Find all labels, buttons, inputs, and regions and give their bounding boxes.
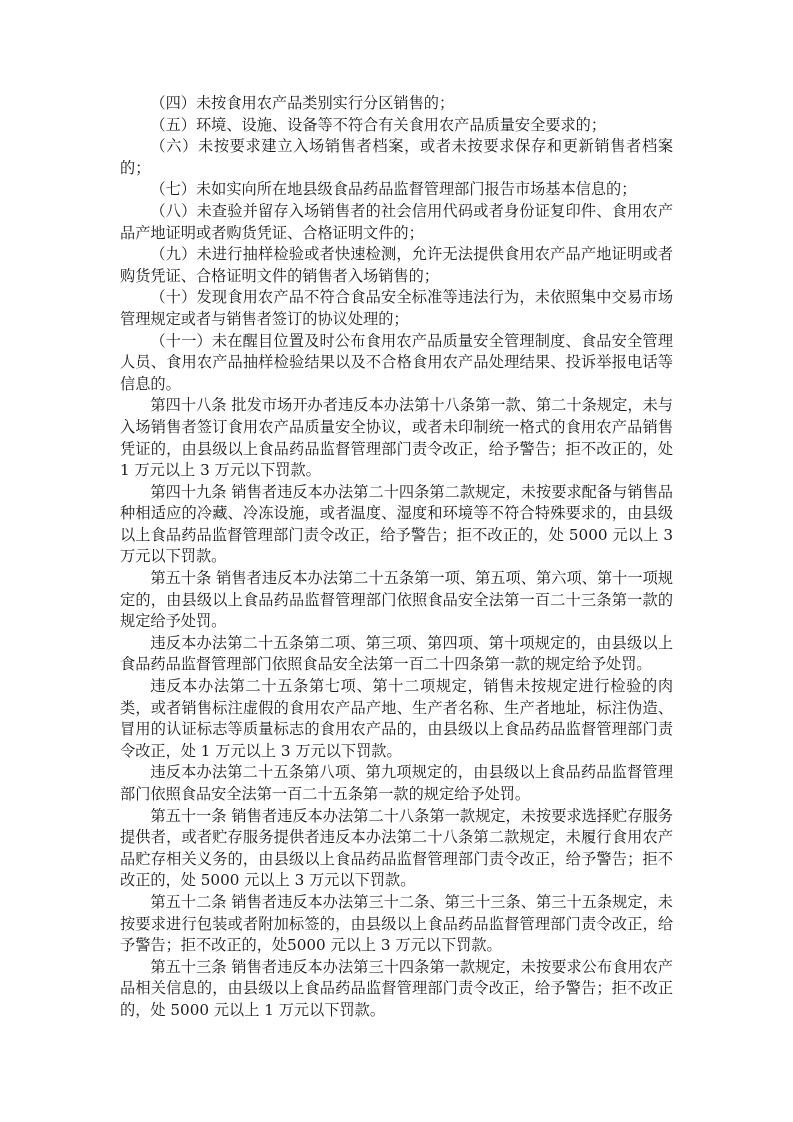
article-49: 第四十九条 销售者违反本办法第二十四条第二款规定，未按要求配备与销售品种相适应的冷藏、冷冻设施，或者温度、湿度和环境等不符合特殊要求的，由县级以上食品药品监督管理部门责令改正，给予警告；拒不改正的，处 5000 元以上 3 万元以下罚款。 [120, 482, 673, 566]
paragraph-11: （十一）未在醒目位置及时公布食用农产品质量安全管理制度、食品安全管理人员、食用农产品抽样检验结果以及不合格食用农产品处理结果、投诉举报电话等信息的。 [120, 331, 673, 393]
paragraph-9: （九）未进行抽样检验或者快速检测，允许无法提供食用农产品产地证明或者购货凭证、合格证明文件的销售者入场销售的； [120, 245, 673, 285]
article-52: 第五十二条 销售者违反本办法第三十二条、第三十三条、第三十五条规定，未按要求进行包装或者附加标签的，由县级以上食品药品监督管理部门责令改正，给予警告；拒不改正的，处5000 元以上 3 万元以下罚款。 [120, 892, 673, 955]
article-50: 第五十条 销售者违反本办法第二十五条第一项、第五项、第六项、第十一项规定的，由县级以上食品药品监督管理部门依照食品安全法第一百二十三条第一款的规定给予处罚。 [120, 569, 673, 631]
paragraph-5: （五）环境、设施、设备等不符合有关食用农产品质量安全要求的； [150, 115, 607, 134]
article-50-clause-3: 违反本办法第二十五条第七项、第十二项规定，销售未按规定进行检验的肉类，或者销售标注虚假的食用农产品产地、生产者名称、生产者地址，标注伪造、冒用的认证标志等质量标志的食用农产品的，由县级以上食品药品监督管理部门责令改正，处 1 万元以上 3 万元以下罚款。 [120, 677, 673, 760]
article-53: 第五十三条 销售者违反本办法第三十四条第一款规定，未按要求公布食用农产品相关信息的，由县级以上食品药品监督管理部门责令改正，给予警告；拒不改正的，处 5000 元以上 1 万元以下罚款。 [120, 957, 673, 1019]
article-51: 第五十一条 销售者违反本办法第二十八条第一款规定，未按要求选择贮存服务提供者，或者贮存服务提供者违反本办法第二十八条第二款规定，未履行食用农产品贮存相关义务的，由县级以上食品药品监督管理部门责令改正，给予警告；拒不改正的，处 5000 元以上 3 万元以下罚款。 [120, 806, 673, 890]
paragraph-6: （六）未按要求建立入场销售者档案，或者未按要求保存和更新销售者档案的； [120, 137, 673, 177]
paragraph-7: （七）未如实向所在地县级食品药品监督管理部门报告市场基本信息的； [150, 180, 637, 199]
article-48: 第四十八条 批发市场开办者违反本办法第十八条第一款、第二十条规定，未与入场销售者签订食用农产品质量安全协议，或者未印制统一格式的食用农产品销售凭证的，由县级以上食品药品监督管理部门责令改正，给予警告；拒不改正的，处 1 万元以上 3 万元以下罚款。 [120, 396, 673, 480]
document-page [120, 93, 673, 1022]
article-50-clause-4: 违反本办法第二十五条第八项、第九项规定的，由县级以上食品药品监督管理部门依照食品安全法第一百二十五条第一款的规定给予处罚。 [120, 763, 673, 803]
paragraph-4: （四）未按食用农产品类别实行分区销售的； [150, 94, 455, 112]
paragraph-8: （八）未查验并留存入场销售者的社会信用代码或者身份证复印件、食用农产品产地证明或者购货凭证、合格证明文件的； [120, 201, 673, 242]
paragraph-10: （十）发现食用农产品不符合食品安全标准等违法行为，未依照集中交易市场管理规定或者与销售者签订的协议处理的； [120, 288, 673, 328]
article-50-clause-2: 违反本办法第二十五条第二项、第三项、第四项、第十项规定的，由县级以上食品药品监督管理部门依照食品安全法第一百二十四条第一款的规定给予处罚。 [120, 633, 673, 674]
